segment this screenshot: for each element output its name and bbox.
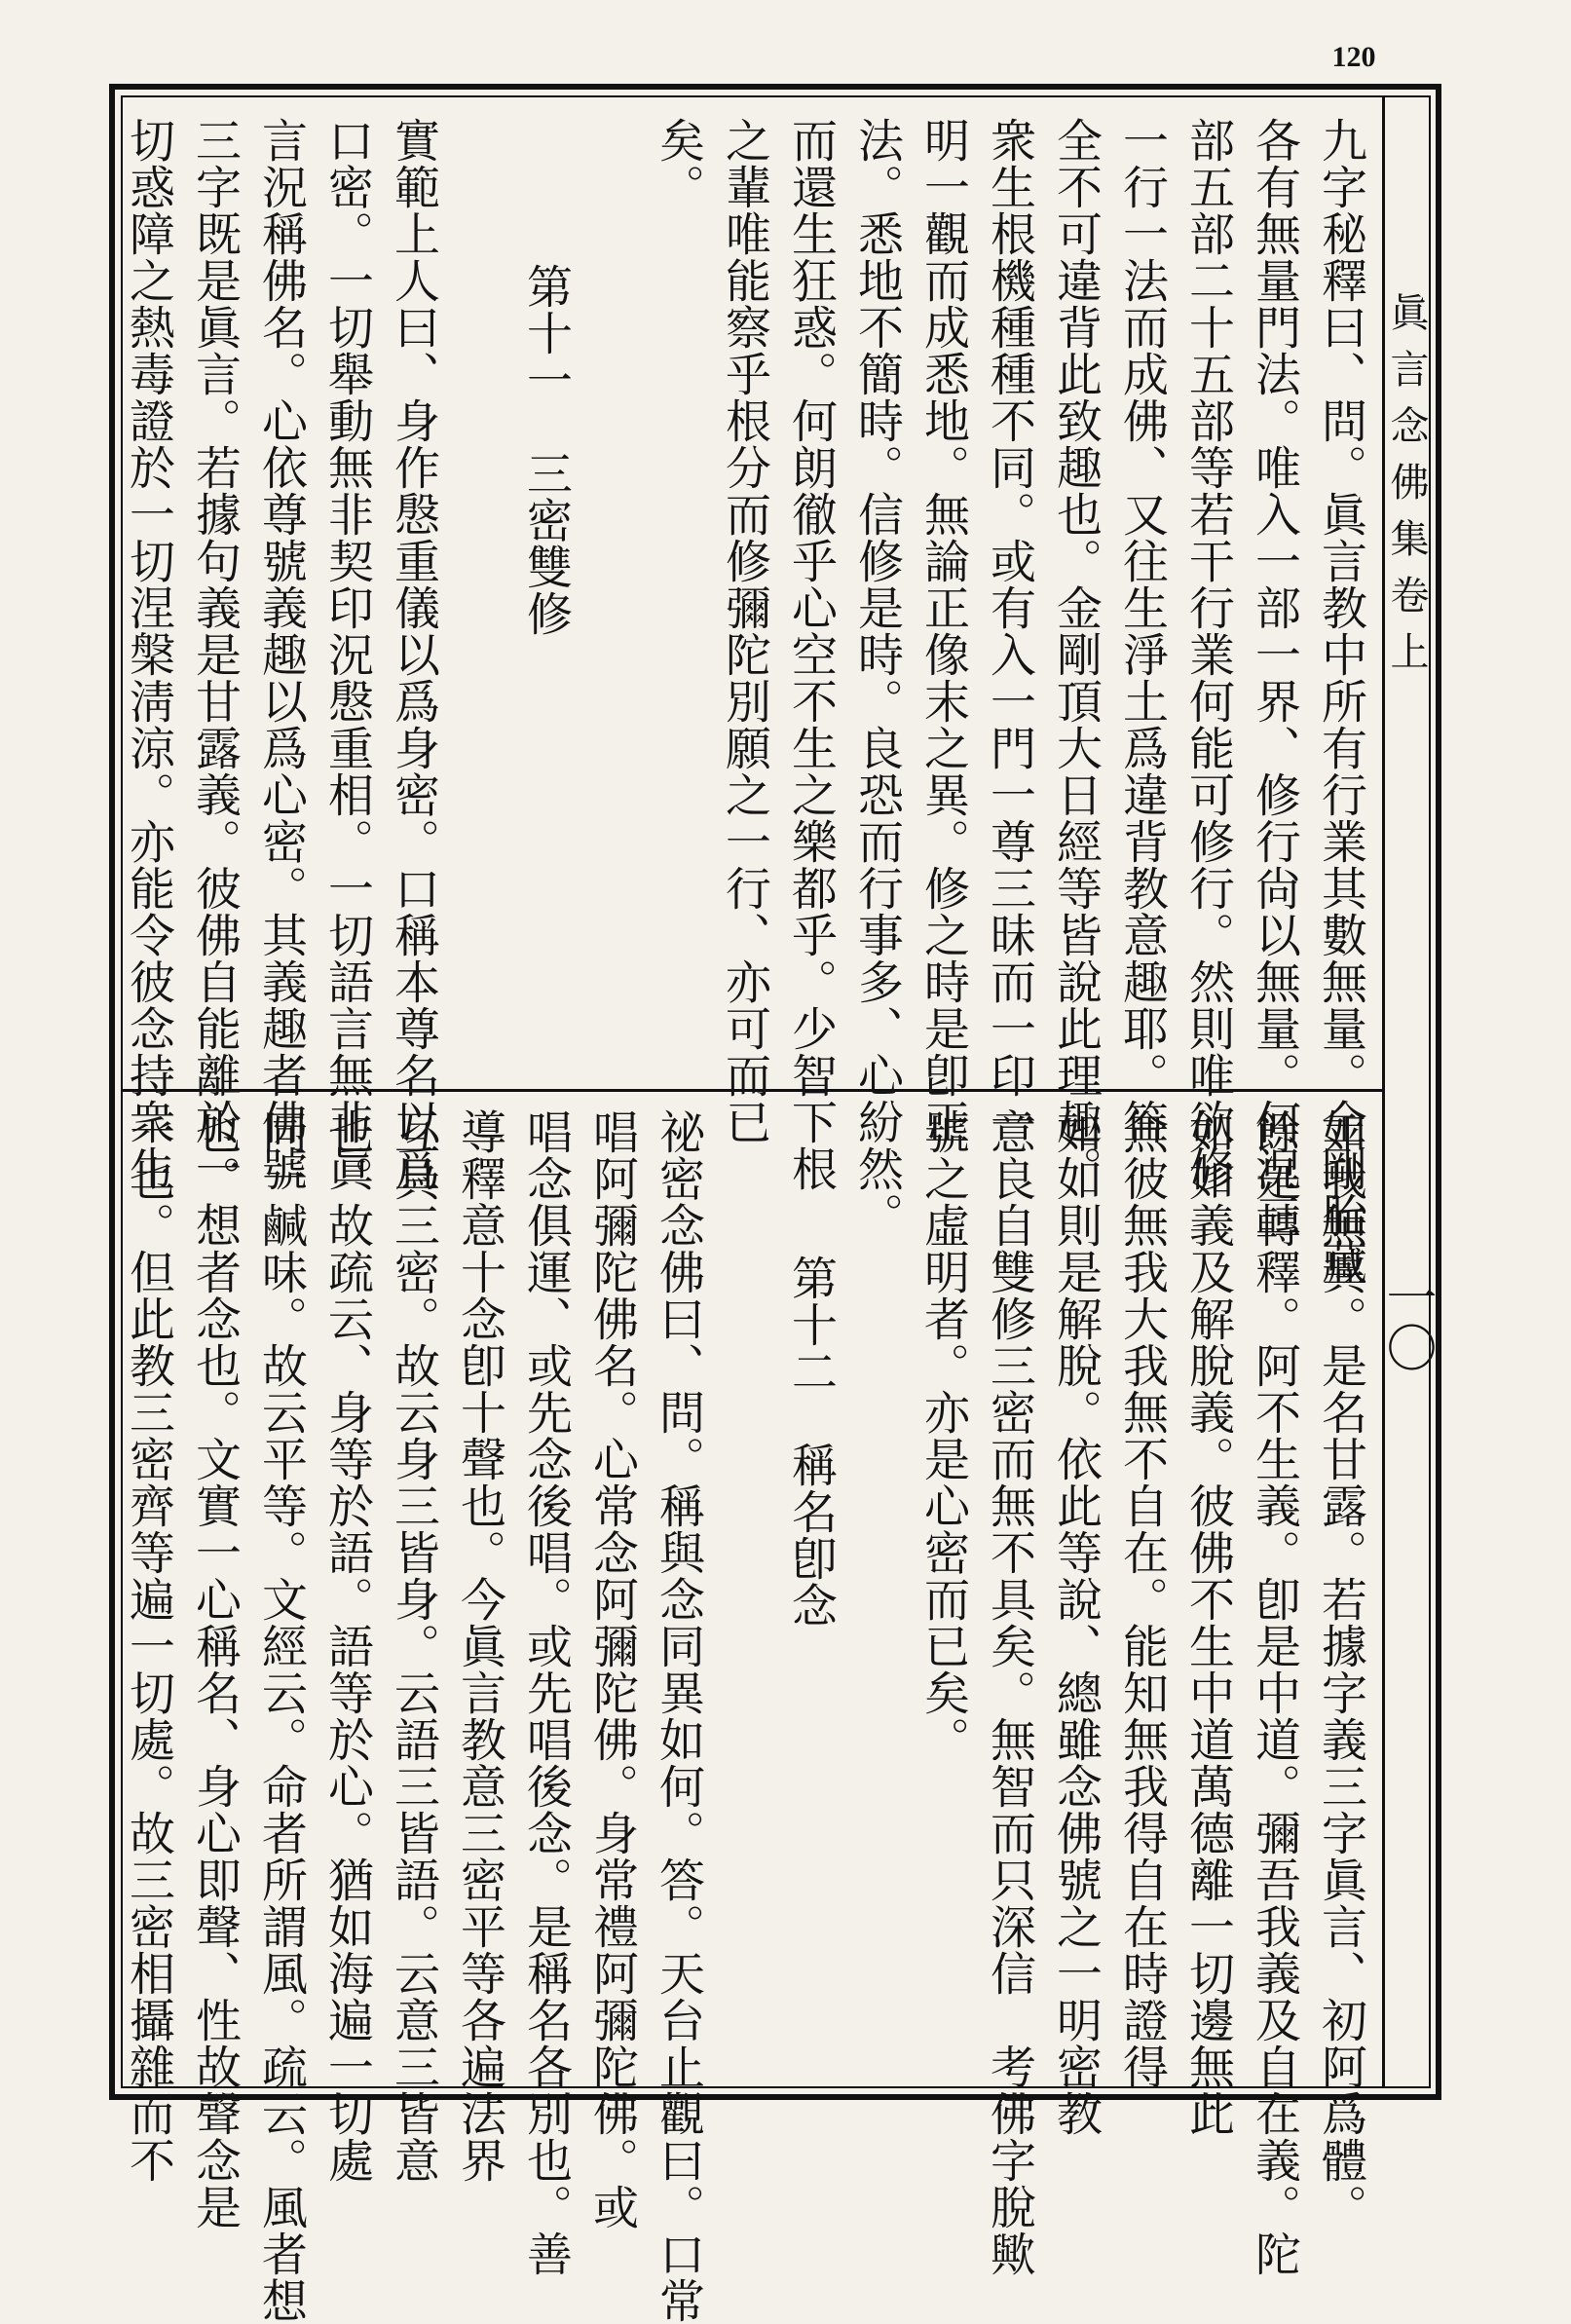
text-column: 唱念俱運、或先念後唱。或先唱後念。是稱名各別也。善 <box>519 1108 573 2277</box>
text-column: 餘是轉釋。阿不生義。卽是中道。彌吾我義及自在義。陀 <box>1248 1108 1301 2277</box>
text-column: 如我無異。是名甘露。若據字義三字眞言、初阿爲體。 <box>1314 1108 1367 2230</box>
section-heading: 第十二 稱名卽念 <box>784 1255 838 1629</box>
text-column: 如如義及解脫義。彼佛不生中道萬德離一切邊無此 <box>1181 1108 1235 2137</box>
text-column: 意良自雙修三密而無不具矣。無智而只深信 考佛字脫歟 <box>983 1108 1036 2277</box>
text-column: 實範上人曰、身作慇重儀以爲身密。口稱本尊名以爲 <box>387 117 440 1192</box>
text-column <box>843 1108 910 2082</box>
text-column: 明一觀而成悉地。無論正像末之異。修之時是卽正 <box>916 117 970 1145</box>
bottom-text-block <box>122 1108 1373 2324</box>
section-number: 一〇 <box>1377 1271 1436 1372</box>
text-column: 如如則是解脫。依此等說、總雖念佛號之一明密教 <box>1049 1108 1103 2137</box>
text-column: 部五部二十五部等若干行業何能可修行。然則唯欲修 <box>1181 117 1235 1192</box>
text-column: 祕密念佛曰、問。稱與念同異如何。答。天台止觀曰。口常 <box>652 1108 705 2324</box>
text-column: 各有無量門法。唯入一部一界、修行尙以無量。何況三 <box>1248 117 1301 1239</box>
text-column: 一也。但此教三密齊等遍一切處。故三密相攝雜而不 <box>122 1108 175 2184</box>
text-column: 之輩唯能察乎根分而修彌陀別願之一行、亦可而已 <box>718 117 771 1145</box>
text-column: 切惑障之熱毒證於一切涅槃淸涼。亦能令彼念持衆生 <box>122 117 175 1192</box>
text-column: 同一鹹味。故云平等。文經云。命者所謂風。疏云。風者想 <box>254 1108 308 2324</box>
text-column: 號之虛明者。亦是心密而已矣。 <box>916 1108 970 1763</box>
section-heading: 第十一 三密雙修 <box>519 263 573 637</box>
text-column: 言況稱佛名。心依尊號義趣以爲心密。其義趣者佛號 <box>254 117 308 1192</box>
top-text-block <box>122 117 1373 1286</box>
text-column: 導釋意十念卽十聲也。今眞言教意三密平等各遍法界 <box>453 1108 506 2184</box>
running-title: 眞言念佛集卷上 <box>1384 292 1429 688</box>
text-column: 也。想者念也。文實一心稱名、身心即聲、性故聲念是 <box>188 1108 242 2230</box>
text-column: 全不可違背此致趣也。金剛頂大日經等皆說此理趣。 <box>1049 117 1103 1192</box>
text-column: 法。悉地不簡時。信修是時。良恐而行事多、心紛然。 <box>850 117 904 1239</box>
text-column: 唱阿彌陀佛名。心常念阿彌陀佛。身常禮阿彌陀佛。或 <box>585 1108 639 2230</box>
text-column: 而還生狂惑。何朗徹乎心空不生之樂都乎。少智下根 <box>784 117 838 1192</box>
page-number: 120 <box>1331 41 1376 73</box>
text-column: 九字秘釋曰、問。眞言教中所有行業其數無量。金剛胎藏 <box>1314 117 1367 1286</box>
text-column: 矣。 <box>652 117 705 210</box>
text-column: 無彼無我大我無不自在。能知無我得自在時證得 <box>1115 1108 1169 2090</box>
text-column: 口密。一切舉動無非契印況慇重相。一切語言無非眞 <box>320 117 374 1192</box>
text-column: 衆生根機種種不同。或有入一門一尊三昧而一印一 <box>983 117 1036 1145</box>
text-column: 也。故疏云、身等於語。語等於心。猶如海遍一切處 <box>320 1108 374 2184</box>
text-column: 互具三密。故云身三皆身。云語三皆語。云意三皆意 <box>387 1108 440 2184</box>
text-column <box>711 1108 777 2082</box>
text-column: 一行一法而成佛、又往生淨土爲違背教意趣耶。答 <box>1115 117 1169 1145</box>
text-column <box>579 117 645 1081</box>
text-column: 三字既是眞言。若據句義是甘露義。彼佛自能離於一 <box>188 117 242 1192</box>
text-column <box>446 117 512 1081</box>
